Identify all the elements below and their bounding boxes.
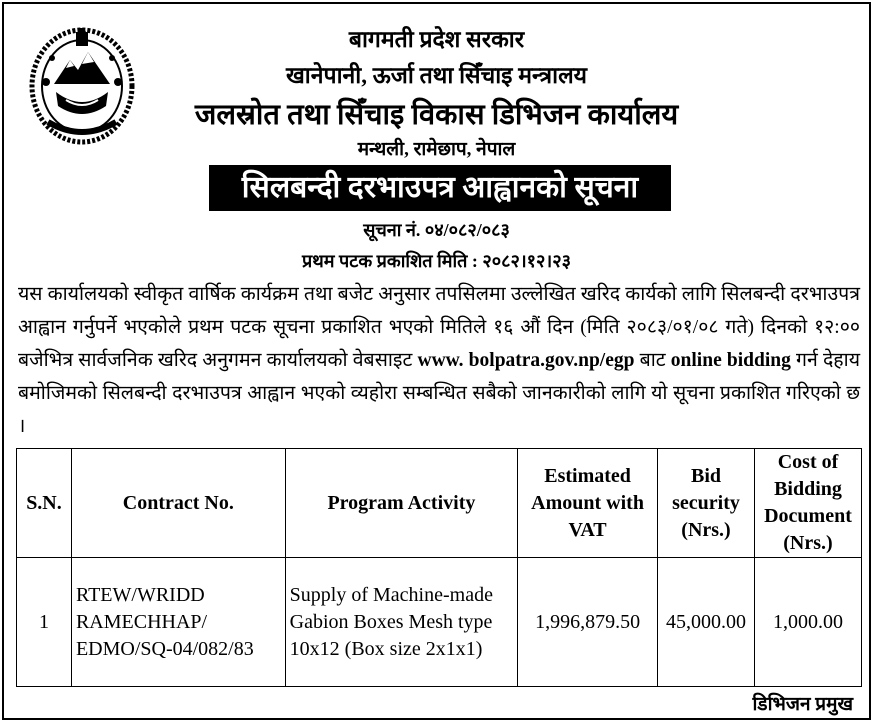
cell-doc-cost: 1,000.00 [754,558,861,687]
office-address: मन्थली, रामेछाप, नेपाल [357,139,516,160]
signature-title: डिभिजन प्रमुख [752,694,853,715]
cell-amount: 1,996,879.50 [518,558,658,687]
header-amount: Estimated Amount with VAT [518,449,658,558]
notice-page [2,2,871,720]
notice-number: सूचना नं. ०४/०८२/०८३ [363,220,510,240]
table-row [17,558,862,687]
header-contract: Contract No. [71,449,285,558]
body-text-1: यस कार्यालयको स्वीकृत वार्षिक कार्यक्रम तथा बजेट अनुसार तपसिलमा उल्लेखित खरिद कार्यको लागि सिलबन्दी दरभाउपत्र आह्वान गर्नुपर्ने भएकोले प्रथम पटक सूचना प्रकाशित भएको मितिले १६ औं दिन (मिति २०८३/०१/०८ गते) दिनको १२:०० बजेभित्र सार्वजनिक खरिद अनुगमन कार्यालयको वेबसाइट [18,284,860,371]
body-text-3: गर्न देहाय बमोजिमको सिलबन्दी दरभाउपत्र आह्वान भएको व्यहोरा सम्बन्धित सबैको जानकारीको लागि यो सूचना प्रकाशित गरिएको छ । [18,350,861,437]
body-text-2: बाट [639,350,666,371]
header-activity: Program Activity [285,449,517,558]
notice-banner: सिलबन्दी दरभाउपत्र आह्वानको सूचना [209,165,671,211]
header-bid-security: Bid security (Nrs.) [658,449,755,558]
bid-table [16,448,862,687]
cell-contract: RTEW/WRIDD RAMECHHAP/ EDMO/SQ-04/082/83 [71,558,285,687]
office-title: जलस्रोत तथा सिँचाइ विकास डिभिजन कार्यालय [194,99,679,131]
online-bidding-text: online bidding [670,350,791,371]
notice-body [18,278,860,443]
website-link: www. bolpatra.gov.np/egp [417,350,635,371]
cell-activity: Supply of Machine-made Gabion Boxes Mesh type 10x12 (Box size 2x1x1) [285,558,517,687]
cell-bid-security: 45,000.00 [658,558,755,687]
cell-sn: 1 [17,558,72,687]
header-sn: S.N. [17,449,72,558]
table-header-row [17,449,862,558]
province-government-title: बागमती प्रदेश सरकार [348,27,525,52]
header-doc-cost: Cost of Bidding Document (Nrs.) [754,449,861,558]
publish-date: प्रथम पटक प्रकाशित मिति : २०८२।१२।२३ [302,251,571,271]
ministry-title: खानेपानी, ऊर्जा तथा सिँचाइ मन्त्रालय [285,63,588,88]
